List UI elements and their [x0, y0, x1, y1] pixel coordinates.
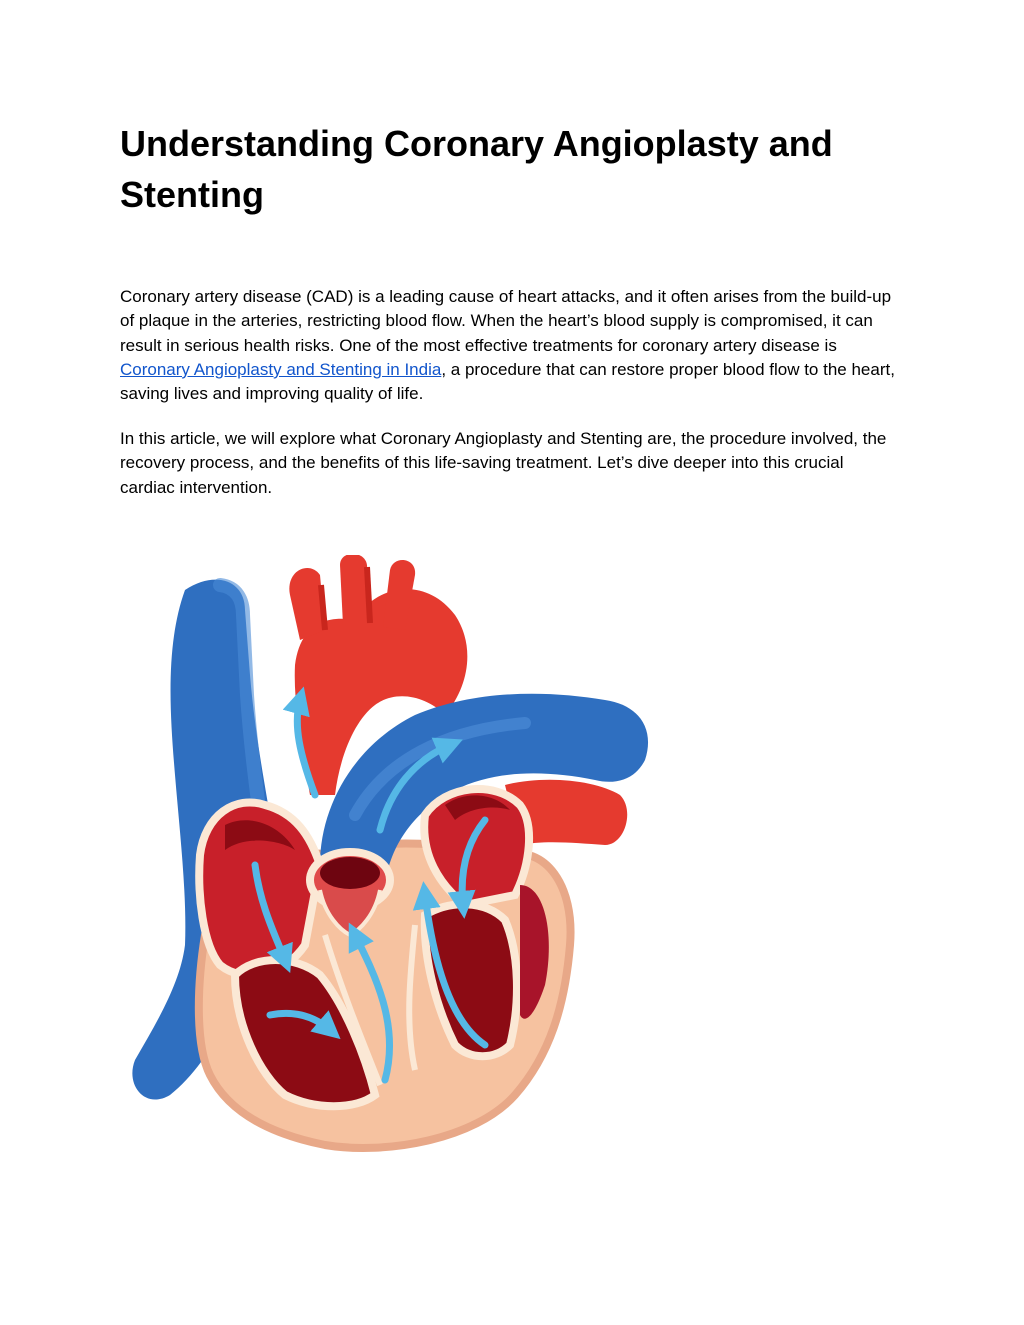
overview-paragraph: In this article, we will explore what Coronary Angioplasty and Stenting are, the procedure involved, the recovery process, and the benefits of this life-saving treatment. Let’s dive deeper into this crucial cardiac intervention.	[120, 429, 887, 497]
heart-cross-section-icon	[125, 555, 655, 1160]
angioplasty-india-link[interactable]: Coronary Angioplasty and Stenting in India	[120, 359, 442, 379]
intro-paragraph	[120, 285, 895, 406]
heart-illustration	[125, 555, 655, 1160]
intro-text-end: , a procedure that can restore proper blood flow to the heart, saving lives and improving quality of life.	[120, 359, 895, 404]
article-title: Understanding Coronary Angioplasty and Stenting	[120, 123, 833, 215]
intro-text-start: Coronary artery disease (CAD) is a leading cause of heart attacks, and it often arises from the build-up of plaque in the arteries, restricting blood flow. When the heart’s blood supply is compromised, it can result in serious health risks. One of the most effective treatments for coronary artery disease is	[120, 287, 892, 355]
